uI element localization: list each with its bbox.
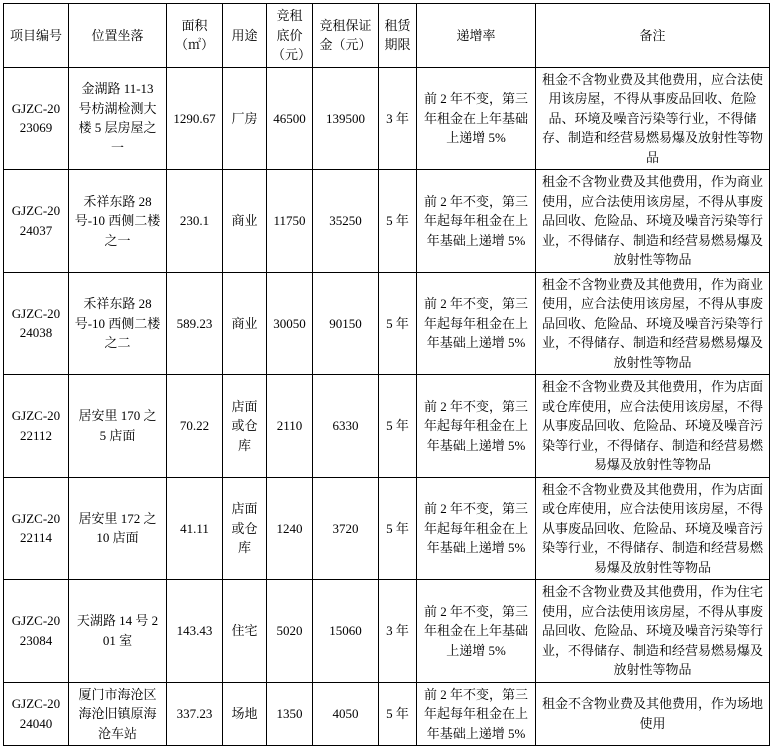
- cell-deposit: 4050: [313, 682, 379, 746]
- cell-increment-rate: 前 2 年不变，第三年起每年租金在上年基础上递增 5%: [417, 272, 536, 375]
- table-row: [4, 580, 770, 683]
- cell-term: 3 年: [379, 580, 417, 683]
- cell-area: 70.22: [167, 375, 223, 478]
- column-header-increment-rate: 递增率: [417, 4, 536, 68]
- table-header-row: [4, 4, 770, 68]
- column-header-location: 位置坐落: [69, 4, 167, 68]
- column-header-area: 面积（㎡）: [167, 4, 223, 68]
- cell-location: 厦门市海沧区海沧旧镇原海沧车站: [69, 682, 167, 746]
- cell-deposit: 139500: [313, 67, 379, 170]
- cell-increment-rate: 前 2 年不变，第三年租金在上年基础上递增 5%: [417, 580, 536, 683]
- cell-use: 店面或仓库: [223, 375, 267, 478]
- cell-deposit: 15060: [313, 580, 379, 683]
- cell-area: 143.43: [167, 580, 223, 683]
- column-header-deposit: 竞租保证金（元）: [313, 4, 379, 68]
- cell-location: 金湖路 11-13 号枋湖检测大楼 5 层房屋之一: [69, 67, 167, 170]
- cell-area: 1290.67: [167, 67, 223, 170]
- column-header-remarks: 备注: [536, 4, 770, 68]
- cell-project-id: GJZC-2024040: [4, 682, 69, 746]
- cell-use: 商业: [223, 170, 267, 273]
- cell-area: 41.11: [167, 477, 223, 580]
- cell-area: 230.1: [167, 170, 223, 273]
- cell-remarks: 租金不含物业费及其他费用，作为住宅使用，应合法使用该房屋，不得从事废品回收、危险品、环境及噪音污染等行业，不得储存、制造和经营易燃易爆及放射性等物品: [536, 580, 770, 683]
- cell-deposit: 35250: [313, 170, 379, 273]
- cell-use: 店面或仓库: [223, 477, 267, 580]
- cell-deposit: 3720: [313, 477, 379, 580]
- cell-remarks: 租金不含物业费及其他费用，作为商业使用，应合法使用该房屋，不得从事废品回收、危险品、环境及噪音污染等行业，不得储存、制造和经营易燃易爆及放射性等物品: [536, 170, 770, 273]
- cell-project-id: GJZC-2024037: [4, 170, 69, 273]
- cell-increment-rate: 前 2 年不变，第三年起每年租金在上年基础上递增 5%: [417, 375, 536, 478]
- cell-floor-price: 5020: [267, 580, 313, 683]
- cell-increment-rate: 前 2 年不变，第三年租金在上年基础上递增 5%: [417, 67, 536, 170]
- cell-floor-price: 1350: [267, 682, 313, 746]
- cell-location: 禾祥东路 28 号-10 西侧二楼之一: [69, 170, 167, 273]
- cell-term: 5 年: [379, 682, 417, 746]
- cell-remarks: 租金不含物业费及其他费用，作为场地使用: [536, 682, 770, 746]
- cell-term: 5 年: [379, 477, 417, 580]
- cell-remarks: 租金不含物业费及其他费用，作为店面或仓库使用，应合法使用该房屋，不得从事废品回收、危险品、环境及噪音污染等行业，不得储存、制造和经营易燃易爆及放射性等物品: [536, 477, 770, 580]
- column-header-term: 租赁期限: [379, 4, 417, 68]
- table-row: [4, 375, 770, 478]
- cell-location: 居安里 170 之 5 店面: [69, 375, 167, 478]
- cell-increment-rate: 前 2 年不变，第三年起每年租金在上年基础上递增 5%: [417, 682, 536, 746]
- table-row: [4, 170, 770, 273]
- cell-project-id: GJZC-2023069: [4, 67, 69, 170]
- cell-location: 居安里 172 之 10 店面: [69, 477, 167, 580]
- cell-floor-price: 46500: [267, 67, 313, 170]
- cell-deposit: 90150: [313, 272, 379, 375]
- cell-deposit: 6330: [313, 375, 379, 478]
- cell-project-id: GJZC-2022114: [4, 477, 69, 580]
- cell-location: 禾祥东路 28 号-10 西侧二楼之二: [69, 272, 167, 375]
- cell-area: 337.23: [167, 682, 223, 746]
- column-header-floor-price: 竞租底价（元）: [267, 4, 313, 68]
- cell-project-id: GJZC-2023084: [4, 580, 69, 683]
- column-header-project-id: 项目编号: [4, 4, 69, 68]
- cell-project-id: GJZC-2024038: [4, 272, 69, 375]
- cell-remarks: 租金不含物业费及其他费用，作为商业使用，应合法使用该房屋，不得从事废品回收、危险品、环境及噪音污染等行业，不得储存、制造和经营易燃易爆及放射性等物品: [536, 272, 770, 375]
- cell-area: 589.23: [167, 272, 223, 375]
- lease-listings-table: [3, 3, 770, 746]
- cell-use: 住宅: [223, 580, 267, 683]
- cell-increment-rate: 前 2 年不变，第三年起每年租金在上年基础上递增 5%: [417, 170, 536, 273]
- cell-use: 场地: [223, 682, 267, 746]
- cell-increment-rate: 前 2 年不变，第三年起每年租金在上年基础上递增 5%: [417, 477, 536, 580]
- cell-floor-price: 1240: [267, 477, 313, 580]
- cell-floor-price: 30050: [267, 272, 313, 375]
- cell-floor-price: 2110: [267, 375, 313, 478]
- cell-term: 5 年: [379, 272, 417, 375]
- table-row: [4, 477, 770, 580]
- cell-remarks: 租金不含物业费及其他费用，应合法使用该房屋，不得从事废品回收、危险品、环境及噪音污染等行业，不得储存、制造和经营易燃易爆及放射性等物品: [536, 67, 770, 170]
- cell-use: 厂房: [223, 67, 267, 170]
- table-row: [4, 682, 770, 746]
- cell-remarks: 租金不含物业费及其他费用，作为店面或仓库使用，应合法使用该房屋，不得从事废品回收、危险品、环境及噪音污染等行业，不得储存、制造和经营易燃易爆及放射性等物品: [536, 375, 770, 478]
- cell-location: 天湖路 14 号 201 室: [69, 580, 167, 683]
- cell-term: 5 年: [379, 375, 417, 478]
- cell-term: 3 年: [379, 67, 417, 170]
- cell-term: 5 年: [379, 170, 417, 273]
- cell-floor-price: 11750: [267, 170, 313, 273]
- cell-project-id: GJZC-2022112: [4, 375, 69, 478]
- column-header-use: 用途: [223, 4, 267, 68]
- table-row: [4, 67, 770, 170]
- table-row: [4, 272, 770, 375]
- cell-use: 商业: [223, 272, 267, 375]
